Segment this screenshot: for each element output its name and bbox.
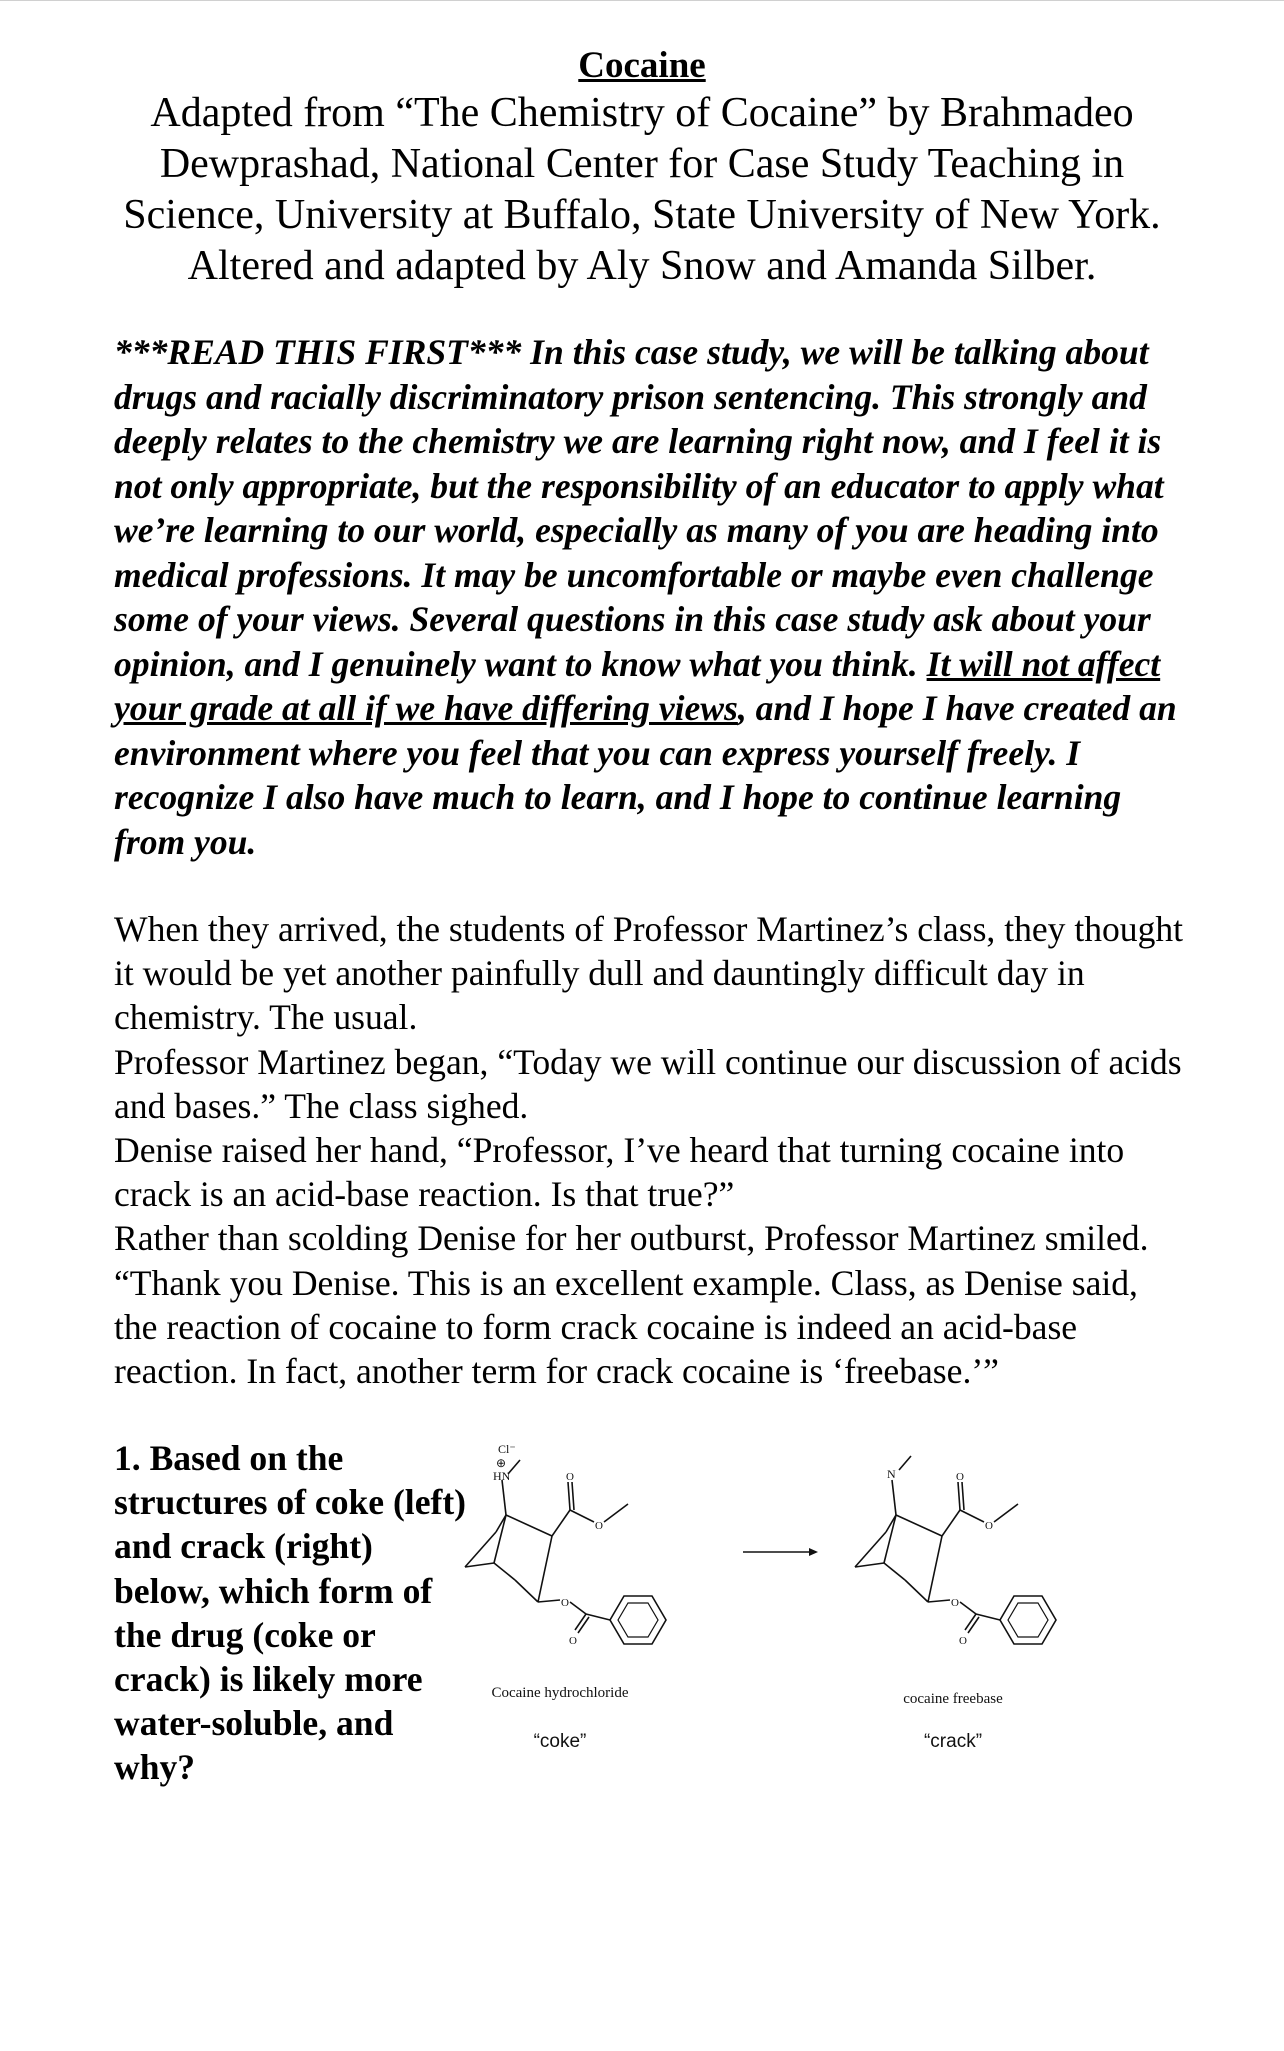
bond: [976, 1614, 1000, 1620]
bond: [570, 1510, 594, 1522]
notice-text-1: ***READ THIS FIRST*** In this case study, we will be talking about drugs and racially discriminatory prison sentencing. This strongly and deeply relates to the chemistry we are learning right now, and I feel it is not only appropriate, but the responsibility of an educator to apply what we’re learning to our world, especially as many of you are heading into medical professions. It may be uncomfortable or maybe even challenge some of your views. Several questions in this case study ask about your opinion, and I genuinely want to know what you think.: [114, 332, 1164, 684]
arrow-head: [809, 1548, 818, 1556]
bond: [578, 1617, 589, 1633]
story-paragraph: Professor Martinez began, “Today we will continue our discussion of acids and bases.” The class sighed.: [114, 1041, 1182, 1126]
ester-oxygen-label: O: [561, 1597, 569, 1609]
story-paragraph: When they arrived, the students of Professor Martinez’s class, they thought it would be yet another painfully dull and dauntingly difficult day in chemistry. The usual.: [114, 909, 1184, 1038]
bond: [538, 1600, 560, 1602]
bond: [960, 1510, 984, 1522]
bond: [570, 1602, 586, 1614]
read-first-notice: [114, 330, 1184, 864]
right-caption: cocaine freebase: [903, 1691, 1003, 1707]
bond: [604, 1504, 628, 1522]
left-caption: Cocaine hydrochloride: [491, 1685, 629, 1701]
bond: [855, 1532, 886, 1567]
bond: [884, 1563, 905, 1580]
document-title: Cocaine: [578, 45, 706, 86]
bond: [905, 1580, 928, 1602]
reaction-arrow: [743, 1548, 818, 1556]
bond: [502, 1480, 506, 1515]
reaction-diagram: [460, 1430, 1180, 1770]
bond: [572, 1482, 574, 1510]
bond: [538, 1536, 552, 1602]
bond: [855, 1563, 884, 1567]
bond: [586, 1614, 610, 1620]
top-border: [0, 0, 1284, 1]
story-paragraph: Denise raised her hand, “Professor, I’ve heard that turning cocaine into crack is an acid-base reaction. Is that true?”: [114, 1130, 1125, 1215]
carbonyl-oxygen-label: O: [959, 1635, 967, 1647]
bond: [508, 1460, 520, 1474]
benzene-ring-inner: [618, 1603, 658, 1637]
right-nickname: “crack”: [923, 1731, 983, 1752]
chloride-label: Cl⁻: [498, 1442, 516, 1456]
bond: [892, 1480, 896, 1515]
ester-oxygen-label: O: [985, 1520, 993, 1532]
bond: [494, 1563, 515, 1580]
amine-label: N: [887, 1467, 896, 1481]
bond: [994, 1504, 1018, 1522]
cocaine-hydrochloride-structure: [465, 1442, 666, 1752]
question-1: 1. Based on the structures of coke (left) and crack (right) below, which form of the drug (coke or crack) is likely more water-soluble, and why?: [114, 1438, 467, 1788]
left-nickname: “coke”: [533, 1731, 587, 1752]
bond: [960, 1602, 976, 1614]
story-paragraph: Rather than scolding Denise for her outburst, Professor Martinez smiled. “Thank you Denise. This is an excellent example. Class, as Denise said, the reaction of cocaine to form crack cocaine is indeed an acid-base reaction. In fact, another term for crack cocaine is ‘freebase.’”: [114, 1218, 1149, 1392]
bond: [515, 1580, 538, 1602]
carbonyl-oxygen-label: O: [566, 1471, 574, 1483]
ester-oxygen-label: O: [951, 1597, 959, 1609]
bond: [465, 1532, 496, 1567]
bond: [506, 1515, 552, 1536]
carbonyl-oxygen-label: O: [569, 1635, 577, 1647]
bond: [552, 1510, 570, 1536]
bond: [896, 1515, 942, 1536]
bond: [942, 1510, 960, 1536]
bond: [928, 1600, 950, 1602]
ester-oxygen-label: O: [595, 1520, 603, 1532]
bond: [575, 1614, 586, 1630]
bond: [968, 1617, 979, 1633]
bond: [899, 1456, 911, 1470]
cocaine-freebase-structure: [855, 1456, 1056, 1752]
bond: [958, 1482, 960, 1510]
bond: [465, 1563, 494, 1567]
carbonyl-oxygen-label: O: [956, 1471, 964, 1483]
document-subtitle: Adapted from “The Chemistry of Cocaine” by Brahmadeo Dewprashad, National Center for Case Study Teaching in Science, University at Buffalo, State University of New York. Altered and adapted by Aly Snow and Amanda Silber.: [123, 90, 1161, 289]
bond: [962, 1482, 964, 1510]
benzene-ring-inner: [1008, 1603, 1048, 1637]
bond: [965, 1614, 976, 1630]
bond: [494, 1515, 506, 1563]
notice-text-2: , and I hope I have created an environment where you feel that you can express yourself freely. I recognize I also have much to learn, and I hope to continue learning from you.: [114, 688, 1177, 862]
positive-charge-label: ⊕: [496, 1456, 507, 1470]
bond: [568, 1482, 570, 1510]
bond: [928, 1536, 942, 1602]
notice-underlined-text: It will not affect your grade at all if we have differing views: [114, 643, 1161, 728]
bond: [884, 1515, 896, 1563]
reaction-figure: [460, 1430, 1180, 1770]
amine-label: HN: [493, 1469, 511, 1483]
story-text: [114, 907, 1184, 1393]
